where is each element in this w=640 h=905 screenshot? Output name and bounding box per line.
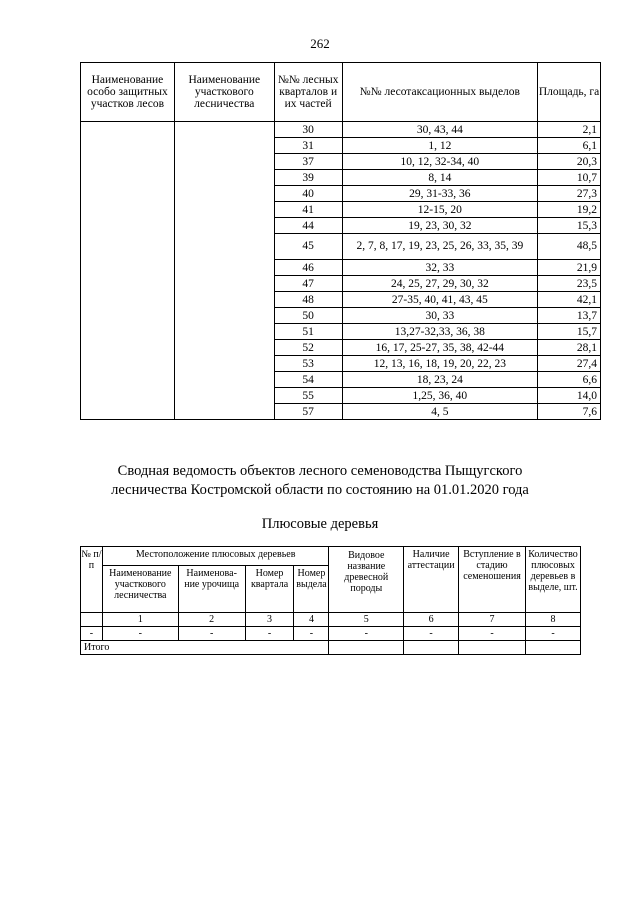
quarter-cell: 46 xyxy=(274,260,342,276)
area-name-cell xyxy=(81,122,175,420)
header-forestry: Наименование участкового лесничества xyxy=(102,566,178,613)
protected-areas-table xyxy=(80,62,601,420)
quarter-cell: 54 xyxy=(274,372,342,388)
table-row xyxy=(81,122,601,138)
area-cell: 23,5 xyxy=(538,276,601,292)
area-cell: 7,6 xyxy=(538,404,601,420)
quarter-cell: 53 xyxy=(274,356,342,372)
forestry-cell xyxy=(174,122,274,420)
quarter-cell: 57 xyxy=(274,404,342,420)
header-species: Видовое название древесной породы xyxy=(329,547,404,613)
allotments-cell: 24, 25, 27, 29, 30, 32 xyxy=(342,276,537,292)
table-cell: - xyxy=(329,627,404,641)
allotments-cell: 10, 12, 32-34, 40 xyxy=(342,154,537,170)
table-cell xyxy=(459,641,526,655)
allotments-cell: 8, 14 xyxy=(342,170,537,186)
table-cell: - xyxy=(459,627,526,641)
header-attestation: Наличие аттестации xyxy=(404,547,459,613)
table-cell: - xyxy=(102,627,178,641)
quarter-cell: 52 xyxy=(274,340,342,356)
quarter-cell: 41 xyxy=(274,202,342,218)
allotments-cell: 29, 31-33, 36 xyxy=(342,186,537,202)
header-allotments: №№ лесотаксационных выделов xyxy=(342,63,537,122)
area-cell: 10,7 xyxy=(538,170,601,186)
header-quarters: №№ лесных кварталов и их частей xyxy=(274,63,342,122)
table-cell xyxy=(329,641,404,655)
total-label: Итого xyxy=(81,641,329,655)
table-cell: - xyxy=(245,627,294,641)
allotments-cell: 4, 5 xyxy=(342,404,537,420)
quarter-cell: 30 xyxy=(274,122,342,138)
allotments-cell: 16, 17, 25-27, 35, 38, 42-44 xyxy=(342,340,537,356)
table-header-row xyxy=(81,63,601,122)
quarter-cell: 51 xyxy=(274,324,342,340)
header-num: № п/п xyxy=(81,547,103,613)
header-allotment: Номер выдела xyxy=(294,566,329,613)
summary-title-line-1: Сводная ведомость объектов лесного семеноводства Пыщугского xyxy=(117,463,523,479)
allotments-cell: 32, 33 xyxy=(342,260,537,276)
header-count: Количество плюсовых деревьев в выделе, шт. xyxy=(525,547,580,613)
area-cell: 19,2 xyxy=(538,202,601,218)
allotments-cell: 18, 23, 24 xyxy=(342,372,537,388)
allotments-cell: 19, 23, 30, 32 xyxy=(342,218,537,234)
area-cell: 13,7 xyxy=(538,308,601,324)
table-cell: 7 xyxy=(459,613,526,627)
table-cell: 8 xyxy=(525,613,580,627)
table-cell xyxy=(525,641,580,655)
allotments-cell: 12, 13, 16, 18, 19, 20, 22, 23 xyxy=(342,356,537,372)
allotments-cell: 27-35, 40, 41, 43, 45 xyxy=(342,292,537,308)
area-cell: 27,3 xyxy=(538,186,601,202)
allotments-cell: 12-15, 20 xyxy=(342,202,537,218)
table-cell: - xyxy=(178,627,245,641)
quarter-cell: 48 xyxy=(274,292,342,308)
table-cell: 2 xyxy=(178,613,245,627)
quarter-cell: 47 xyxy=(274,276,342,292)
allotments-cell: 1, 12 xyxy=(342,138,537,154)
header-location: Местоположение плюсовых деревьев xyxy=(102,547,329,566)
allotments-cell: 30, 43, 44 xyxy=(342,122,537,138)
allotments-cell: 1,25, 36, 40 xyxy=(342,388,537,404)
table-cell: 5 xyxy=(329,613,404,627)
allotments-cell: 30, 33 xyxy=(342,308,537,324)
table-row xyxy=(81,627,581,641)
quarter-cell: 37 xyxy=(274,154,342,170)
table-cell: 6 xyxy=(404,613,459,627)
quarter-cell: 31 xyxy=(274,138,342,154)
quarter-cell: 40 xyxy=(274,186,342,202)
table-cell xyxy=(404,641,459,655)
plus-trees-table xyxy=(80,546,581,655)
table-cell: - xyxy=(404,627,459,641)
allotments-cell: 2, 7, 8, 17, 19, 23, 25, 26, 33, 35, 39 xyxy=(342,234,537,260)
table-cell: 3 xyxy=(245,613,294,627)
area-cell: 21,9 xyxy=(538,260,601,276)
header-forestry: Наименование участкового лесничества xyxy=(174,63,274,122)
header-seed-stage: Вступление в стадию семеношения xyxy=(459,547,526,613)
area-cell: 20,3 xyxy=(538,154,601,170)
area-cell: 48,5 xyxy=(538,234,601,260)
table-cell: - xyxy=(294,627,329,641)
header-square: Площадь, га xyxy=(538,63,601,122)
area-cell: 15,3 xyxy=(538,218,601,234)
header-area-name: Наименование особо защитных участков лесов xyxy=(81,63,175,122)
total-row xyxy=(81,641,581,655)
allotments-cell: 13,27-32,33, 36, 38 xyxy=(342,324,537,340)
table-header-row xyxy=(81,547,581,566)
header-quarter: Номер квартала xyxy=(245,566,294,613)
area-cell: 6,6 xyxy=(538,372,601,388)
quarter-cell: 39 xyxy=(274,170,342,186)
area-cell: 15,7 xyxy=(538,324,601,340)
table-cell: - xyxy=(525,627,580,641)
table-cell xyxy=(81,613,103,627)
quarter-cell: 45 xyxy=(274,234,342,260)
table-cell: 1 xyxy=(102,613,178,627)
quarter-cell: 44 xyxy=(274,218,342,234)
plus-trees-title: Плюсовые деревья xyxy=(261,516,379,532)
summary-title-line-2: лесничества Костромской области по состоянию на 01.01.2020 года xyxy=(111,482,529,498)
header-tract: Наименова- ние урочища xyxy=(178,566,245,613)
column-number-row xyxy=(81,613,581,627)
area-cell: 2,1 xyxy=(538,122,601,138)
area-cell: 14,0 xyxy=(538,388,601,404)
area-cell: 42,1 xyxy=(538,292,601,308)
page-number: 262 xyxy=(310,36,330,51)
quarter-cell: 55 xyxy=(274,388,342,404)
table-cell: 4 xyxy=(294,613,329,627)
area-cell: 6,1 xyxy=(538,138,601,154)
quarter-cell: 50 xyxy=(274,308,342,324)
table-cell: - xyxy=(81,627,103,641)
area-cell: 28,1 xyxy=(538,340,601,356)
area-cell: 27,4 xyxy=(538,356,601,372)
